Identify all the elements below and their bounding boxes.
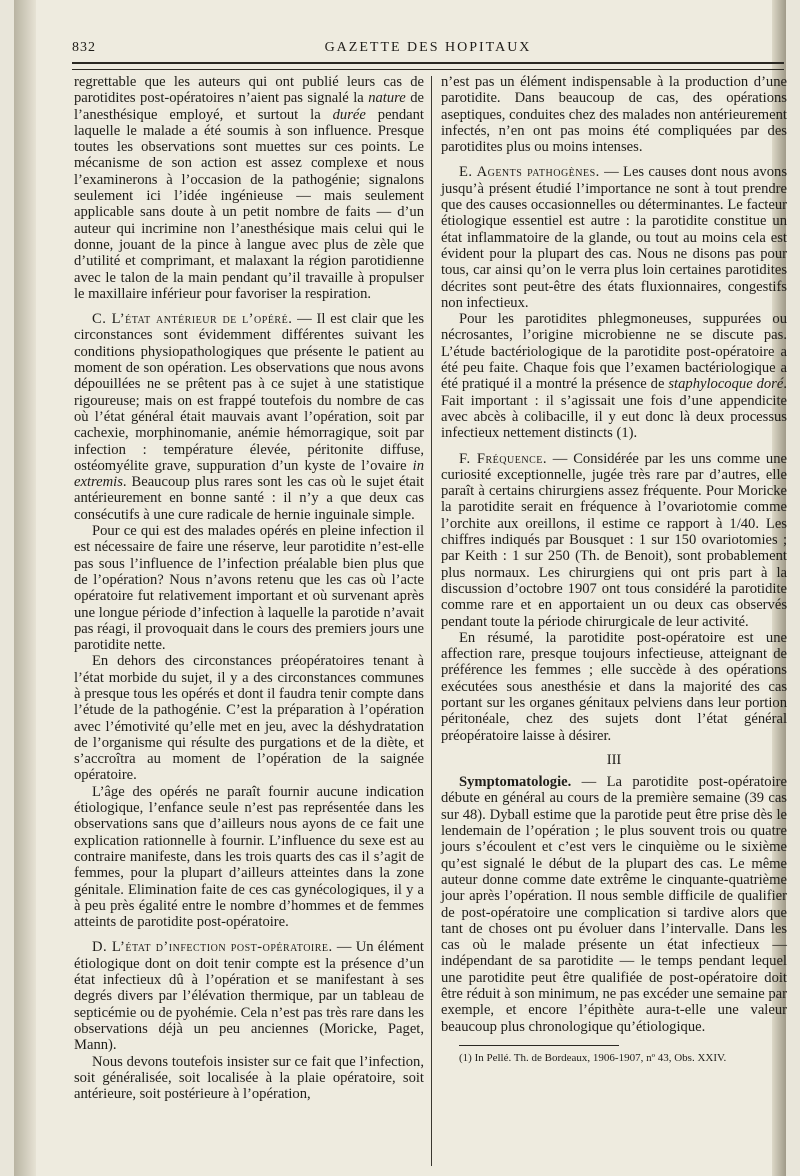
- paragraph: regrettable que les auteurs qui ont publié leurs cas de parotidites post-opératoires n’aient pas signalé la nature de l’anesthésique employé, et surtout la durée pendant laquelle le malade a été soumis à son influence. Presque toutes les observations sont muettes sur ces points. Le mécanisme de son action est assez complexe et nous l’examinerons à l’occasion de la pathogénie; signalons seulement ici l’idée ingénieuse — mais seulement applicable sans doute à un petit nombre de faits — d’un auteur qui incrimine non l’anesthésique mais celui qui le donne, jouant de la pince à langue avec plus de zèle que d’utilité et comprimant, et malaxant la région parotidienne avec le talon de la main pendant qu’il travaille à propulser le maxillaire inférieur pour favoriser la respiration.: [74, 74, 424, 302]
- header-rule: [72, 62, 784, 70]
- section-heading: F. Fréquence.: [459, 450, 547, 467]
- paragraph: Pour ce qui est des malades opérés en pleine infection il est nécessaire de faire une réserve, leur parotidite n’est-elle pas sous l’influence de l’infection préalable bien plus que de l’opération? Nous n’avons retenu que les cas où l’acte opératoire fut relativement important et où survenant après une longue période d’infection à laquelle la parotide n’avait pas réagi, il provoquait dans le cours des premiers jours une parotidite nette.: [74, 523, 424, 654]
- paragraph: En dehors des circonstances préopératoires tenant à l’état morbide du sujet, il y a des circonstances communes à presque tous les opérés et dont il faudra tenir compte dans l’étude de la pathogénie. C’est la préparation à l’opération avec l’émotivité qu’elle met en jeu, avec la déshydratation de l’organisme qui résulte des purgations et de la diète, et s’accroîtra au moment de l’opération de la saignée opératoire.: [74, 653, 424, 784]
- paragraph: n’est pas un élément indispensable à la production d’une parotidite. Dans beaucoup de cas, des opérations aseptiques, conduites chez des malades non antérieurement infectés, n’en ont pas moins été compliquées par des parotidites plus ou moins intenses.: [441, 74, 787, 156]
- page-header: [72, 40, 784, 60]
- page-number: 832: [72, 40, 96, 55]
- running-title: GAZETTE DES HOPITAUX: [324, 40, 532, 55]
- section-heading: C. L’état antérieur de l’opéré.: [92, 311, 293, 328]
- section-e: E. Agents pathogènes. — Les causes dont nous avons jusqu’à présent étudié l’importance ne sont à tout prendre que des causes occasionnelles ou déterminantes. Le facteur étiologique essentiel est autre : la parotidite constitue un état inflammatoire de la glande, ou tout au moins cela est évident pour la plupart des cas. Nous ne disons pas pour tous, car ainsi qu’on le verra plus loin certaines parotidites décrites sont peut-être des états fluxionnaires, congestifs non infectieux.: [441, 164, 787, 311]
- section-c: C. L’état antérieur de l’opéré. — Il est clair que les circonstances sont évidemment différentes suivant les conditions physiopathologiques que présente le patient au moment de son opération. Les observations que nous avons dépouillées ne se prêtent pas à ce sujet à une statistique rigoureuse; mais on est frappé toutefois du nombre de cas où l’état général était mauvais avant l’opération, soit par cachexie, morphinomanie, anémie hémorragique, soit par infection : température élevée, péritonite diffuse, ostéomyélite grave, suppuration d’un kyste de l’ovaire in extremis. Beaucoup plus rares sont les cas où le sujet était antérieurement en bonne santé : il n’y a que deux cas consécutifs à une cure radicale de hernie inguinale simple.: [74, 311, 424, 523]
- paragraph: En résumé, la parotidite post-opératoire est une affection rare, presque toujours infectieuse, atteignant de préférence les femmes ; elle succède à des opérations exécutées sous anesthésie et dans la majorité des cas portant sur les organes génitaux pelviens dans leur portion péritonéale, chez des sujets dont l’état général préopératoire laisse à désirer.: [441, 629, 787, 744]
- section-d: D. L’état d’infection post-opératoire. — Un élément étiologique dont on doit tenir compte est la présence d’un état infectieux dû à l’opération et se manifestant à ses degrés divers par l’élévation thermique, par un tableau de septicémie ou de pyohémie. Cela n’est pas très rare dans les observations déjà un peu anciennes (Moricke, Paget, Mann).: [74, 939, 424, 1054]
- newspaper-page: [14, 0, 786, 1176]
- section-f: F. Fréquence. — Considérée par les uns comme une curiosité exceptionnelle, jugée très rare par d’autres, elle paraît à certains chirurgiens assez fréquente. Pour Moricke la parotidite serait en fréquence à l’ovariotomie comme l’orchite aux oreillons, il estime ce rapport à 1/40. Les chiffres indiqués par Bousquet : 1 sur 150 ovariotomies ; par Keith : 1 sur 250 (Th. de Benoit), sont probablement plus normaux. Les chirurgiens qui ont pris part à la discussion d’octobre 1907 ont tous considéré la parotidite comme rare et en apportaient un ou deux cas observés pendant toute la période chirurgicale de leur activité.: [441, 450, 787, 630]
- paragraph: L’âge des opérés ne paraît fournir aucune indication étiologique, l’enfance seule n’est pas représentée dans les observations sans que d’ailleurs nous ayons de ce fait une explication rationnelle à fournir. L’influence du sexe est au contraire manifeste, dans les trois quarts des cas il s’agit de femmes, pour la plupart d’ailleurs atteintes dans la zone génitale. Elimination faite de ces cas gynécologiques, il y a à peu près égalité entre le nombre d’hommes et de femmes atteints de parotidite post-opératoire.: [74, 783, 424, 931]
- footnote: (1) In Pellé. Th. de Bordeaux, 1906-1907, nº 43, Obs. XXIV.: [459, 1051, 727, 1064]
- footnote-rule: [459, 1045, 619, 1046]
- section-heading: E. Agents pathogènes.: [459, 164, 600, 181]
- binding-shadow: [14, 0, 36, 1176]
- section-heading: D. L’état d’infection post-opératoire.: [92, 939, 333, 956]
- right-column: [441, 74, 787, 1065]
- left-column: [74, 74, 424, 1102]
- section-symptomatologie: Symptomatologie. — La parotidite post-opératoire débute en général au cours de la première semaine (39 cas sur 48). Dyball estime que la parotide peut être prise dès le lendemain de l’opération ; le plus souvent trois ou quatre jours s’écoulent et c’est vers le cinquième ou le sixième qu’est signalé le début de la plupart des cas. Le même auteur donne comme date extrême le cinquante-quatrième jour après l’opération. Il nous semble difficile de qualifier de post-opératoire une complication si tardive alors que tant de choses ont pu évoluer dans l’intervalle. Dans les cas où le malade présente un état infectieux — indépendant de sa parotidite — le temps pendant lequel une parotidite peut être qualifiée de post-opératoire doit être réduit à son minimum, ne pas excéder une semaine par exemple, et encore l’épithète aura-t-elle une valeur beaucoup plus chronologique qu’étiologique.: [441, 774, 787, 1035]
- section-heading: Symptomatologie.: [459, 774, 572, 791]
- chapter-numeral: III: [606, 751, 622, 768]
- paragraph: Pour les parotidites phlegmoneuses, suppurées ou nécrosantes, l’origine microbienne ne se discute pas. L’étude bactériologique de la parotidite post-opératoire a été peu faite. Chaque fois que l’examen bactériologique a été pratiqué il a montré la présence de staphylocoque doré. Fait important : il s’agissait une fois d’une appendicite avec abcès à colibacille, il y eut donc là deux processus infectieux nettement distincts (1).: [441, 311, 787, 442]
- paragraph: Nous devons toutefois insister sur ce fait que l’infection, soit généralisée, soit localisée à la plaie opératoire, soit antérieure, soit postérieure à l’opération,: [74, 1053, 424, 1103]
- column-divider: [431, 76, 432, 1166]
